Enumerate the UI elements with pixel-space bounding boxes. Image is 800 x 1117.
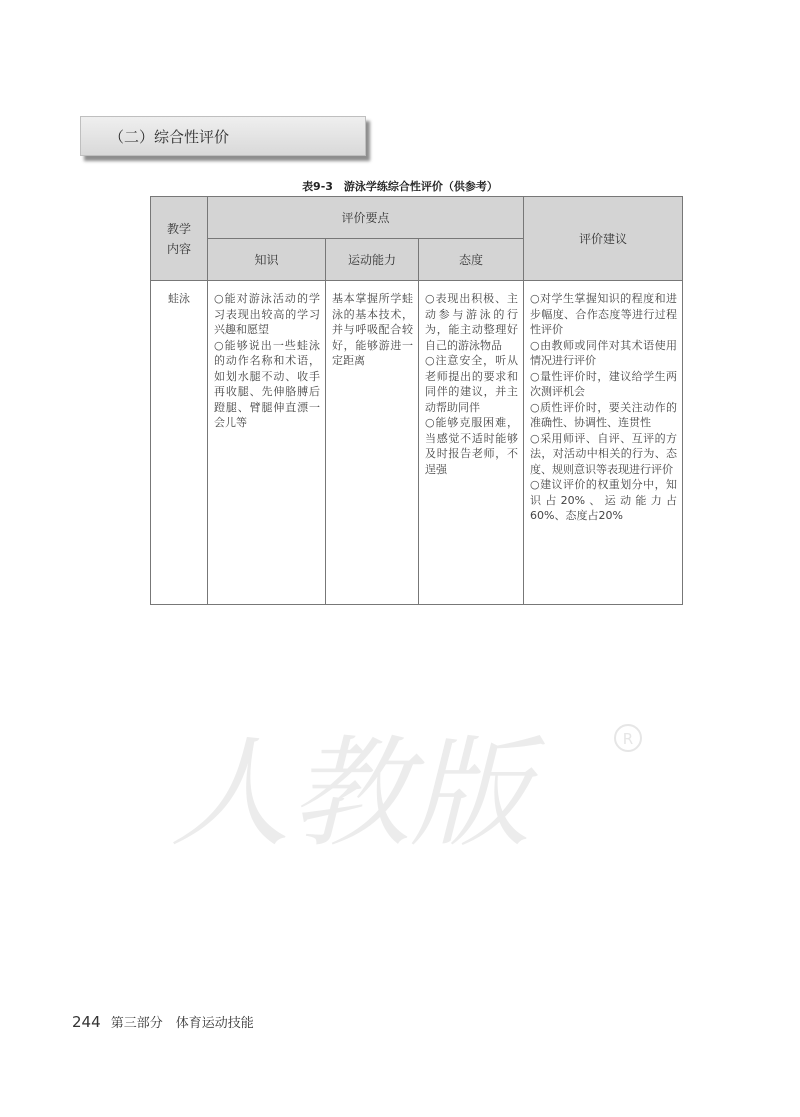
cell-suggestion (524, 281, 683, 605)
registered-mark-icon (615, 725, 641, 751)
publisher-watermark (150, 700, 670, 870)
cell-knowledge (208, 281, 326, 605)
registered-mark-letter: R (622, 730, 634, 748)
watermark-text: 人教版 (170, 725, 530, 864)
ability-text: 基本掌握所学蛙泳的基本技术，并与呼吸配合较好，能够游进一定距离 (332, 292, 413, 367)
attitude-item: ○注意安全，听从老师提出的要求和同伴的建议，并主动帮助同伴 (425, 354, 519, 414)
page-number: 244 (72, 1013, 101, 1031)
suggestion-item: ○质性评价时，要关注动作的准确性、协调性、连贯性 (530, 400, 678, 429)
evaluation-table (150, 196, 683, 605)
suggestion-item: ○采用师评、自评、互评的方法，对活动中相关的行为、态度、规则意识等表现进行评价 (530, 431, 678, 476)
attitude-item: ○表现出积极、主动参与游泳的行为，能主动整理好自己的游泳物品 (425, 292, 519, 352)
cell-attitude (419, 281, 524, 605)
knowledge-item: ○能对游泳活动的学习表现出较高的学习兴趣和愿望 (214, 292, 320, 336)
attitude-item: ○能够克服困难，当感觉不适时能够及时报告老师，不逞强 (425, 416, 519, 476)
knowledge-item: ○能够说出一些蛙泳的动作名称和术语，如划水腿不动、收手再收腿、先伸胳膊后蹬腿、臂腿伸直漂一会儿等 (214, 338, 320, 429)
cell-content: 蛙泳 (151, 281, 208, 605)
header-evaluation-suggestion: 评价建议 (524, 197, 683, 281)
section-title: （二）综合性评价 (109, 128, 230, 146)
header-teaching-content: 教学内容 (151, 197, 208, 281)
suggestion-item: ○量性评价时，建议给学生两次测评机会 (530, 369, 678, 398)
header-attitude: 态度 (419, 239, 524, 281)
suggestion-item: ○建议评价的权重划分中，知识占20%、运动能力占60%、态度占20% (530, 478, 678, 522)
header-evaluation-points: 评价要点 (208, 197, 524, 239)
footer-text: 第三部分 体育运动技能 (110, 1016, 254, 1031)
page-footer (72, 1012, 254, 1031)
table-caption: 表9-3 游泳学练综合性评价（供参考） (302, 180, 498, 193)
header-motor-ability: 运动能力 (326, 239, 419, 281)
cell-ability (326, 281, 419, 605)
suggestion-item: ○对学生掌握知识的程度和进步幅度、合作态度等进行过程性评价 (530, 292, 678, 336)
header-knowledge: 知识 (208, 239, 326, 281)
suggestion-item: ○由教师或同伴对其术语使用情况进行评价 (530, 338, 678, 367)
section-banner (80, 116, 366, 156)
